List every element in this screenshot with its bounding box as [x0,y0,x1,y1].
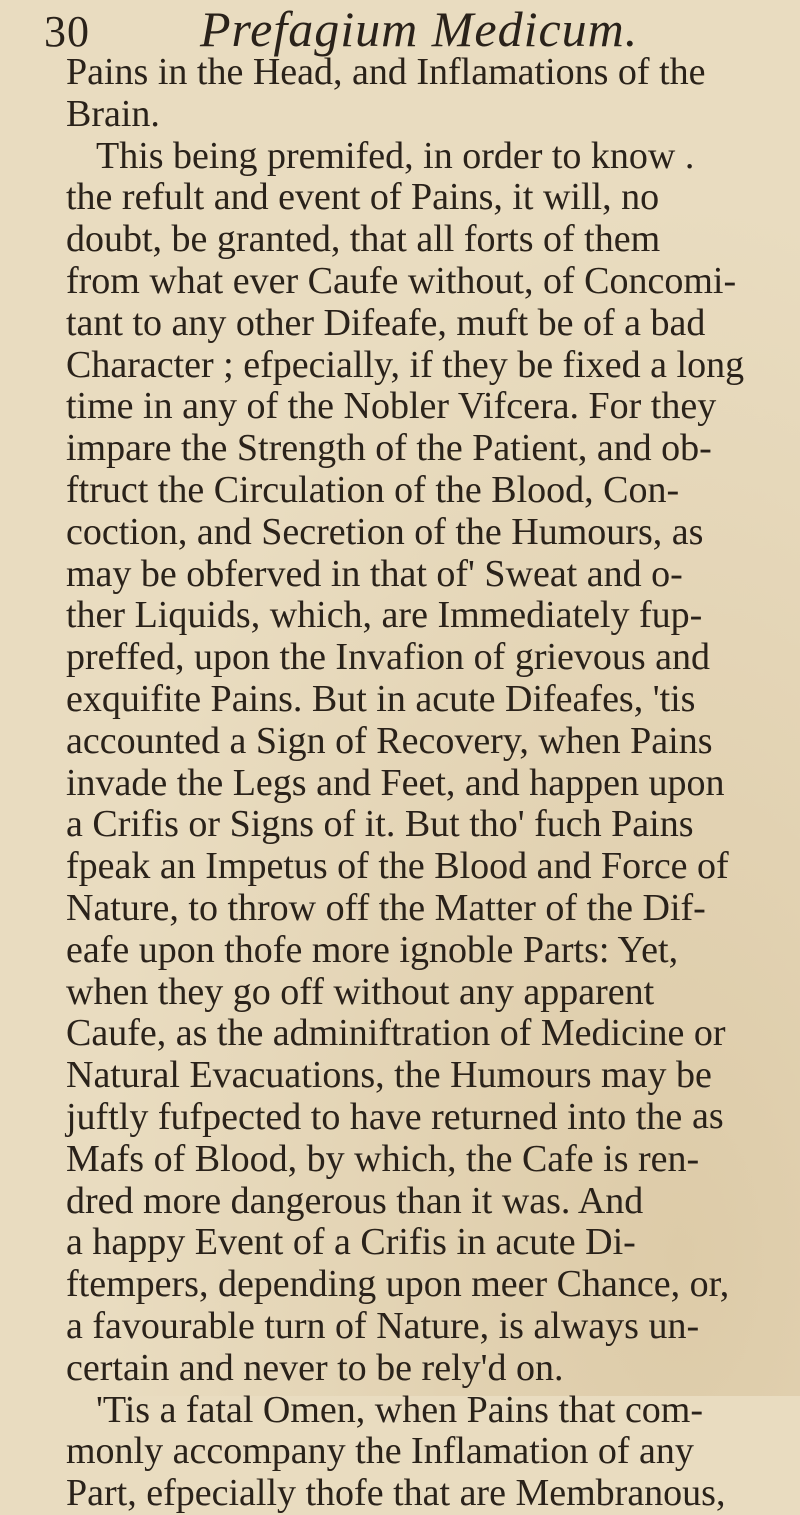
text-line: tant to any other Difeafe, muft be of a bad [66,301,706,344]
text-line: eafe upon thofe more ignoble Parts: Yet, [66,928,679,971]
text-line: fpeak an Impetus of the Blood and Force of [66,845,729,888]
running-head: Prefagium Medicum. [200,1,639,57]
text-line: from what ever Caufe without, of Concomi- [66,259,737,302]
text-line: This being premifed, in order to know . [96,134,695,177]
text-line: ftempers, depending upon meer Chance, or, [66,1263,730,1306]
text-line: when they go off without any apparent [66,970,655,1013]
text-line: Brain. [66,92,160,135]
text-line: a favourable turn of Nature, is always un- [66,1304,700,1347]
text-line: the refult and event of Pains, it will, no [66,176,660,219]
text-line: certain and never to be rely'd on. [66,1346,564,1389]
text-line: a Crifis or Signs of it. But tho' fuch Pains [66,803,694,846]
text-line: ther Liquids, which, are Immediately fup- [66,594,703,637]
text-line: Natural Evacuations, the Humours may be [66,1054,712,1097]
text-line: doubt, be granted, that all forts of them [66,218,661,261]
text-line: a happy Event of a Crifis in acute Di- [66,1221,636,1264]
text-line: may be obferved in that of' Sweat and o- [66,552,683,595]
text-line: Mafs of Blood, by which, the Cafe is ren- [66,1137,700,1180]
text-line: juftly fufpected to have returned into the [66,1095,683,1138]
text-line: coction, and Secretion of the Humours, as [66,510,704,553]
page-number: 30 [44,7,90,56]
text-line: Part, efpecially thofe that are Membranous, [66,1472,726,1515]
text-line: invade the Legs and Feet, and happen upon [66,761,725,804]
text-line: preffed, upon the Invafion of grievous and [66,636,711,679]
text-line: time in any of the Nobler Vifcera. For they [66,385,717,428]
text-line: dred more dangerous than it was. And [66,1179,644,1222]
text-line: Character ; efpecially, if they be fixed a long [66,343,745,386]
text-line: Pains in the Head, and Inflamations of the [66,51,706,93]
text-line: Nature, to throw off the Matter of the Dif- [66,886,706,929]
text-line: exquifite Pains. But in acute Difeafes, 'tis [66,677,696,720]
text-line: 'Tis a fatal Omen, when Pains that com- [96,1388,704,1431]
text-line: accounted a Sign of Recovery, when Pains [66,719,713,762]
text-line: Caufe, as the adminiftration of Medicine or [66,1012,726,1055]
text-line: monly accompany the Inflamation of any [66,1430,694,1473]
text-line: ftruct the Circulation of the Blood, Con- [66,468,680,511]
body-text [66,52,756,1515]
text-line: impare the Strength of the Patient, and ob- [66,427,712,470]
catchword: as [692,1095,724,1137]
